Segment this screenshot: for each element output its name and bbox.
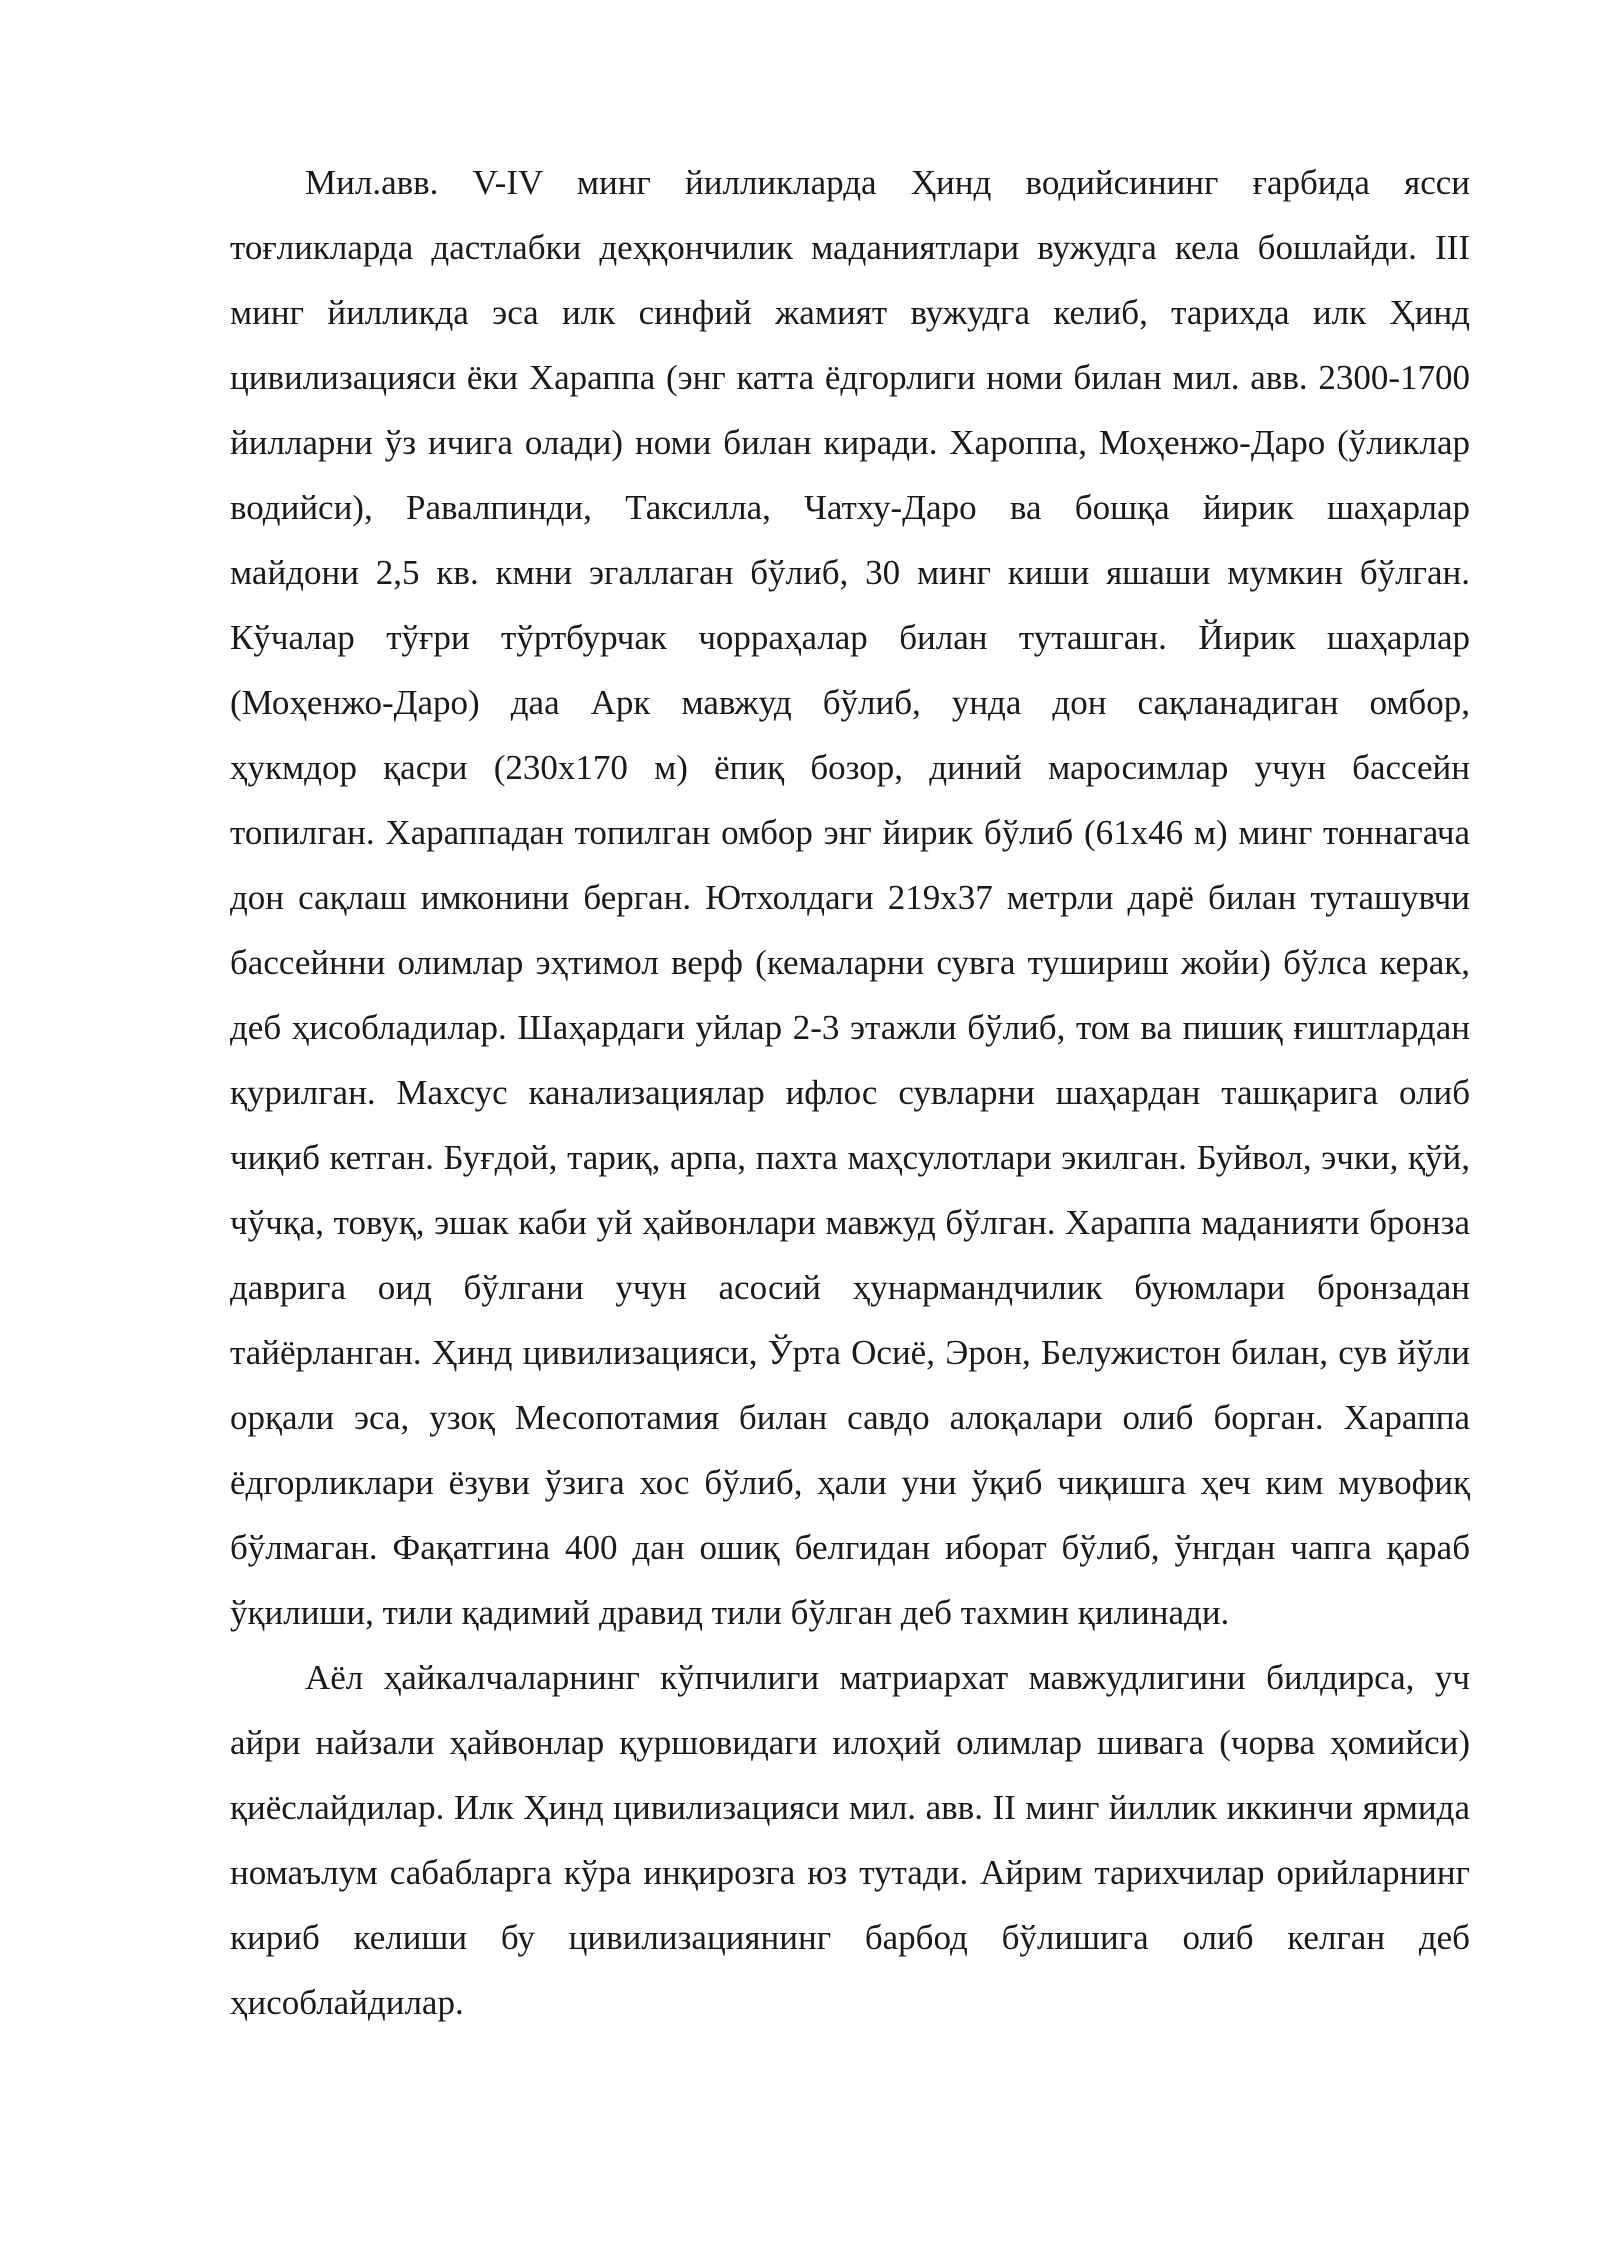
text-line: бўлмаган. Фақатгина 400 дан ошиқ белгидан иборат бўлиб, ўнгдан чапга қараб xyxy=(230,1528,1470,1567)
document-body xyxy=(230,150,1470,2035)
text-line: қиёслайдилар. Илк Ҳинд цивилизацияси мил. авв. II минг йиллик иккинчи ярмида xyxy=(230,1788,1470,1827)
text-line: (Моҳенжо-Даро) даа Арк мавжуд бўлиб, унда дон сақланадиган омбор, xyxy=(230,683,1470,722)
text-line: номаълум сабабларга кўра инқирозга юз тутади. Айрим тарихчилар орийларнинг xyxy=(230,1853,1470,1892)
text-line: тоғликларда дастлабки деҳқончилик маданиятлари вужудга кела бошлайди. III xyxy=(230,228,1470,267)
text-line: водийси), Равалпинди, Таксилла, Чатху-Даро ва бошқа йирик шаҳарлар xyxy=(230,488,1470,527)
text-line: ҳукмдор қасри (230х170 м) ёпиқ бозор, диний маросимлар учун бассейн xyxy=(230,748,1470,787)
text-line: даврига оид бўлгани учун асосий ҳунармандчилик буюмлари бронзадан xyxy=(230,1268,1470,1307)
text-line: айри найзали ҳайвонлар қуршовидаги илоҳий олимлар шивага (чорва ҳомийси) xyxy=(230,1723,1470,1762)
text-line: ўқилиши, тили қадимий дравид тили бўлган деб тахмин қилинади. xyxy=(230,1593,1230,1632)
text-line: Мил.авв. V-IV минг йилликларда Ҳинд водийсининг ғарбида ясси xyxy=(305,163,1470,202)
text-line: йилларни ўз ичига олади) номи билан киради. Хароппа, Моҳенжо-Даро (ўликлар xyxy=(230,423,1470,462)
text-line: ёдгорликлари ёзуви ўзига хос бўлиб, ҳали уни ўқиб чиқишга ҳеч ким мувофиқ xyxy=(230,1463,1470,1502)
text-line: Аёл ҳайкалчаларнинг кўпчилиги матриархат мавжудлигини билдирса, уч xyxy=(305,1658,1470,1697)
text-line: майдони 2,5 кв. кмни эгаллаган бўлиб, 30 минг киши яшаши мумкин бўлган. xyxy=(230,553,1470,592)
text-line: деб ҳисобладилар. Шаҳардаги уйлар 2-3 этажли бўлиб, том ва пишиқ ғиштлардан xyxy=(230,1008,1470,1047)
text-line: орқали эса, узоқ Месопотамия билан савдо алоқалари олиб борган. Хараппа xyxy=(230,1398,1470,1437)
text-line: дон сақлаш имконини берган. Ютхолдаги 219х37 метрли дарё билан туташувчи xyxy=(230,878,1470,917)
text-line: минг йилликда эса илк синфий жамият вужудга келиб, тарихда илк Ҳинд xyxy=(230,293,1470,332)
text-line: топилган. Хараппадан топилган омбор энг йирик бўлиб (61х46 м) минг тоннагача xyxy=(230,813,1470,852)
paragraph-1 xyxy=(230,150,1470,1645)
text-line: чиқиб кетган. Буғдой, тариқ, арпа, пахта маҳсулотлари экилган. Буйвол, эчки, қўй, xyxy=(230,1138,1470,1177)
text-line: чўчқа, товуқ, эшак каби уй ҳайвонлари мавжуд бўлган. Хараппа маданияти бронза xyxy=(230,1203,1470,1242)
text-line: бассейнни олимлар эҳтимол верф (кемаларни сувга тушириш жойи) бўлса керак, xyxy=(230,943,1470,982)
text-line: цивилизацияси ёки Хараппа (энг катта ёдгорлиги номи билан мил. авв. 2300-1700 xyxy=(230,358,1470,397)
paragraph-2 xyxy=(230,1645,1470,2035)
text-line: кириб келиши бу цивилизациянинг барбод бўлишига олиб келган деб xyxy=(230,1918,1470,1957)
text-line: Кўчалар тўғри тўртбурчак чорраҳалар билан туташган. Йирик шаҳарлар xyxy=(230,618,1470,657)
text-line: тайёрланган. Ҳинд цивилизацияси, Ўрта Осиё, Эрон, Белужистон билан, сув йўли xyxy=(230,1333,1470,1372)
text-line: қурилган. Махсус канализациялар ифлос сувларни шаҳардан ташқарига олиб xyxy=(230,1073,1470,1112)
text-line: ҳисоблайдилар. xyxy=(230,1983,464,2022)
